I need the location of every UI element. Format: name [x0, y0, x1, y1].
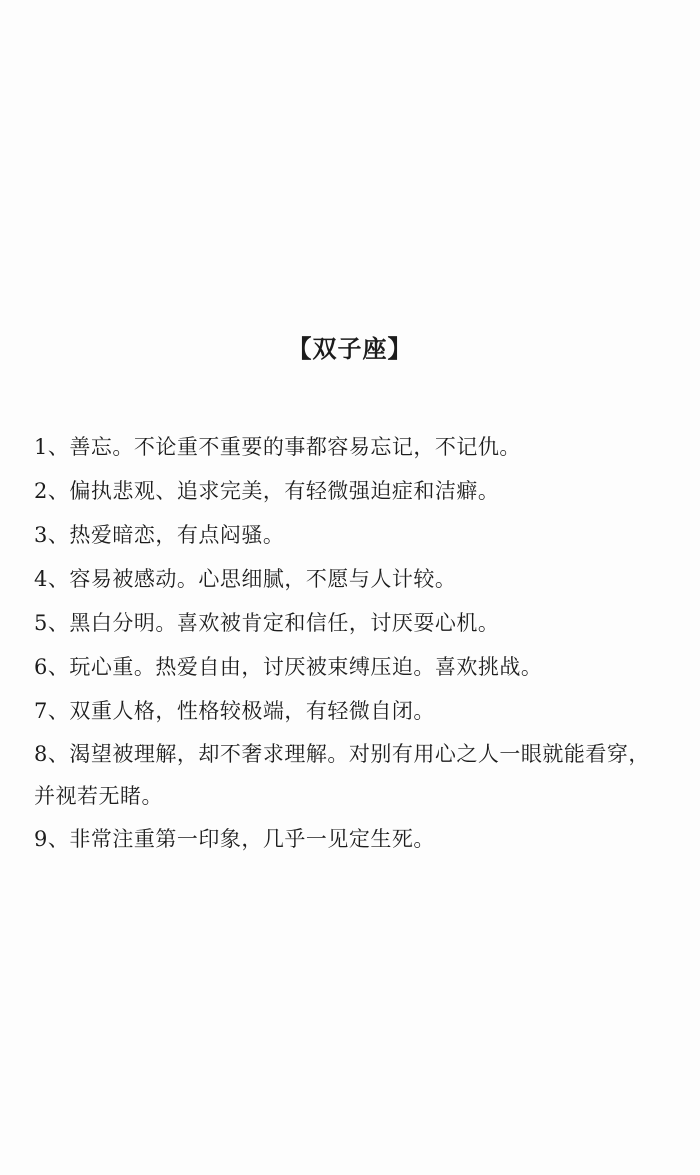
trait-list	[34, 425, 664, 861]
list-item: 6、玩心重。热爱自由，讨厌被束缚压迫。喜欢挑战。	[34, 655, 543, 679]
list-item: 8、渴望被理解，却不奢求理解。对别有用心之人一眼就能看穿，并视若无睹。	[34, 742, 650, 808]
list-item: 4、容易被感动。心思细腻，不愿与人计较。	[34, 567, 457, 591]
list-item: 3、热爱暗恋，有点闷骚。	[34, 523, 285, 547]
list-item: 1、善忘。不论重不重要的事都容易忘记，不记仇。	[34, 435, 521, 459]
list-item: 9、非常注重第一印象，几乎一见定生死。	[34, 827, 435, 851]
page-title: 【双子座】	[287, 334, 413, 363]
list-item: 2、偏执悲观、追求完美，有轻微强迫症和洁癖。	[34, 479, 500, 503]
list-item: 5、黑白分明。喜欢被肯定和信任，讨厌耍心机。	[34, 611, 500, 635]
list-item: 7、双重人格，性格较极端，有轻微自闭。	[34, 699, 435, 723]
